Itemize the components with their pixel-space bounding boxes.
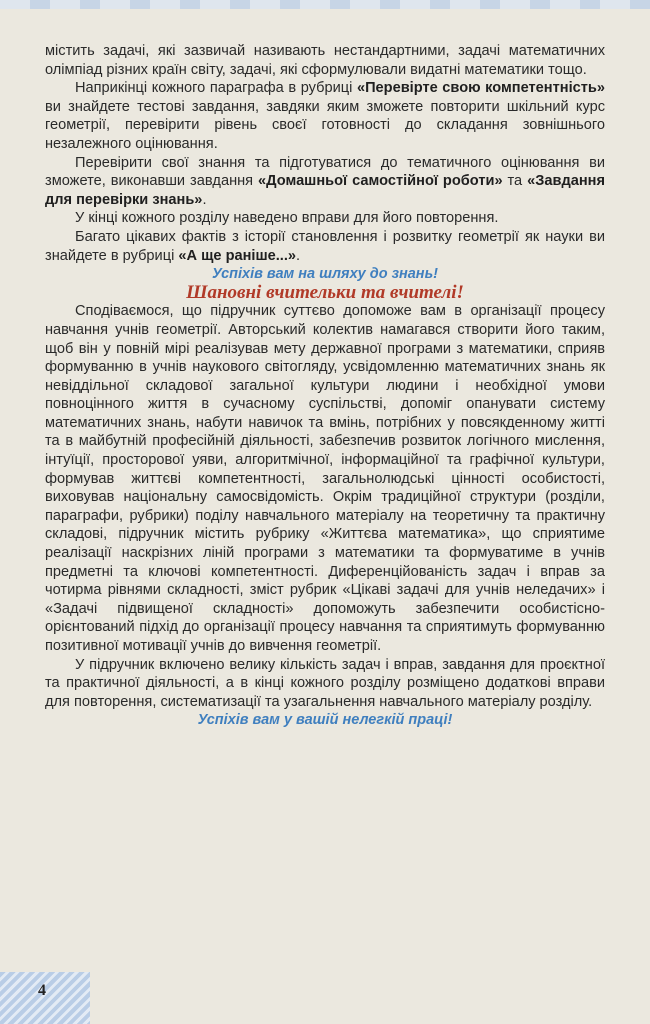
top-decorative-strip: [0, 0, 650, 9]
intro-paragraph-5: Багато цікавих фактів з історії становлення і розвитку геометрії як науки ви знайдете в рубриці «А ще раніше...».: [45, 228, 605, 264]
rubric-history: «А ще раніше...»: [178, 247, 297, 264]
intro-paragraph-4: У кінці кожного розділу наведено вправи для його повторення.: [75, 210, 499, 227]
teachers-paragraph-1: Сподіваємося, що підручник суттєво допоможе вам в організації процесу навчання учнів геометрії. Авторський колектив намагався створити його таким, щоб він у повній мірі реалізував мету державної програми з математики, сприяв формуванню в учнів наукового світогляду, усвідомленню математичних знань як невіддільної складової загальної культури людини і необхідної умови повноцінного життя в сучасному суспільстві, допоміг опанувати систему математичних знань, набути навичок та вмінь, потрібних у повсякденному житті та в майбутній професійній діяльності, забезпечив розвиток логічного мислення, інтуїції, просторової уяви, алгоритмічної, інформаційної та графічної культури, формував життєві компетентності, загальнолюдські цінності особистості, виховував національну самосвідомість. Окрім традиційної структури (розділи, параграфи, рубрики) поділу навчального матеріалу на теоретичну та практичну складові, підручник містить рубрику «Життєва математика», що сприятиме реалізації наскрізних ліній програми з математики та формуватиме в учнів предметні та ключові компетентності. Диференційованість задач і вправ за чотирма рівнями складності, зміст рубрик «Цікаві задачі для учнів неледачих» і «Задачі підвищеної складності» допоможуть забезпечити особистісно-орієнтований підхід до організації процесу навчання та сприятимуть формуванню позитивної мотивації учнів до вивчення геометрії.: [45, 303, 605, 654]
intro-paragraph-2: Наприкінці кожного параграфа в рубриці «Перевірте свою компетентність» ви знайдете тестові завдання, завдяки яким зможете повторити шкільний курс геометрії, перевірити рівень своєї готовності до складання зовнішнього незалежного оцінювання.: [45, 80, 605, 152]
rubric-knowledge-check: «Завдання для перевірки знань»: [45, 173, 605, 208]
page-number: 4: [38, 982, 46, 999]
intro-paragraph-3: Перевірити свої знання та підготуватися до тематичного оцінювання ви зможете, виконавши завдання «Домашньої самостійної роботи» та «Завдання для перевірки знань».: [45, 154, 605, 208]
teachers-paragraph-2: У підручник включено велику кількість задач і вправ, завдання для проєктної та практичної діяльності, а в кінці кожного розділу розміщено додаткові вправи для повторення, систематизації та узагальнення навчального матеріалу розділу.: [45, 656, 605, 710]
rubric-competence: «Перевірте свою компетентність»: [356, 80, 605, 97]
students-motto: Успіхів вам на шляху до знань!: [211, 266, 439, 283]
intro-paragraph-1: містить задачі, які зазвичай називають нестандартними, задачі математичних олімпіад різних країн світу, задачі, які сформулювали видатні математики тощо.: [45, 43, 605, 78]
teachers-motto: Успіхів вам у вашій нелегкій праці!: [197, 712, 453, 729]
page-body: [45, 42, 605, 730]
rubric-home-work: «Домашньої самостійної роботи»: [258, 173, 503, 190]
teachers-heading: Шановні вчительки та вчителі!: [186, 281, 464, 303]
